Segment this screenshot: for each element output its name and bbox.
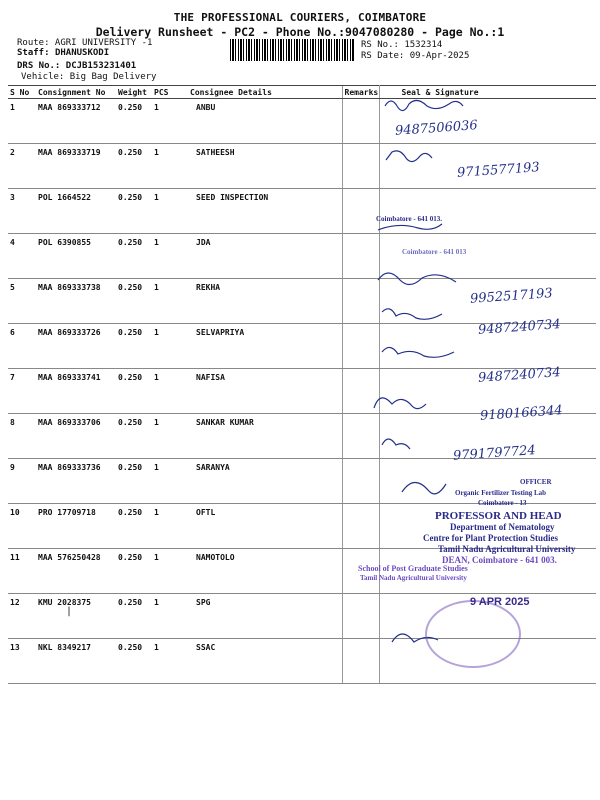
jda-stamp: Coimbatore - 641 013 xyxy=(402,248,467,256)
row-weight: 0.250 xyxy=(116,639,152,684)
row-sno: 8 xyxy=(8,414,36,459)
company-title: THE PROFESSIONAL COURIERS, COIMBATORE xyxy=(173,11,427,24)
row-pcs: 1 xyxy=(152,234,188,279)
row-weight: 0.250 xyxy=(116,459,152,504)
row-weight: 0.250 xyxy=(116,324,152,369)
row-weight: 0.250 xyxy=(116,504,152,549)
vehicle-line: Vehicle: Big Bag Delivery xyxy=(21,72,157,82)
row-consignee: JDA xyxy=(188,234,342,279)
col-weight: Weight xyxy=(116,86,152,99)
row-pcs: 1 xyxy=(152,639,188,684)
row-pcs: 1 xyxy=(152,459,188,504)
row-consignment: NKL 8349217 xyxy=(36,639,116,684)
drs-value: DCJB153231401 xyxy=(65,61,137,71)
row-consignment: MAA 869333736 xyxy=(36,459,116,504)
row-consignment: KMU 2028375 xyxy=(36,594,116,639)
row-consignee: SANKAR KUMAR xyxy=(188,414,342,459)
row-weight: 0.250 xyxy=(116,369,152,414)
row-weight: 0.250 xyxy=(116,144,152,189)
row-consignment: MAA 869333726 xyxy=(36,324,116,369)
row-sno: 4 xyxy=(8,234,36,279)
university-stamp: Tamil Nadu Agricultural University xyxy=(438,544,576,554)
row-weight: 0.250 xyxy=(116,234,152,279)
handwritten-phone: 9487506036 xyxy=(394,118,479,139)
row-weight: 0.250 xyxy=(116,99,152,144)
row-sno: 1 xyxy=(8,99,36,144)
row-consignee: SPG xyxy=(188,594,342,639)
col-pcs: PCS xyxy=(152,86,188,99)
row-sno: 7 xyxy=(8,369,36,414)
row-pcs: 1 xyxy=(152,369,188,414)
drs-label: DRS No.: xyxy=(17,61,61,71)
seed-office-stamp: Coimbatore - 641 013. xyxy=(376,215,442,223)
row-consignment: MAA 869333706 xyxy=(36,414,116,459)
handwritten-phone: 9791797724 xyxy=(452,443,537,464)
row-sno: 9 xyxy=(8,459,36,504)
dept-stamp: Department of Nematology xyxy=(450,522,555,532)
row-pcs: 1 xyxy=(152,279,188,324)
row-consignment: PRO 17709718 xyxy=(36,504,116,549)
row-consignment: MAA 869333719 xyxy=(36,144,116,189)
row-13-tick-mark: | xyxy=(66,606,73,617)
row-weight: 0.250 xyxy=(116,279,152,324)
handwritten-phone: 9715577193 xyxy=(456,160,541,181)
staff-label: Staff: xyxy=(17,48,50,58)
route-line: Route: AGRI UNIVERSITY -1 xyxy=(17,38,153,48)
centre-stamp: Centre for Plant Protection Studies xyxy=(423,533,558,543)
row-sno: 11 xyxy=(8,549,36,594)
col-sno: S No xyxy=(8,86,36,99)
row-pcs: 1 xyxy=(152,594,188,639)
row-pcs: 1 xyxy=(152,189,188,234)
col-remarks: Remarks xyxy=(342,86,379,99)
row-weight: 0.250 xyxy=(116,594,152,639)
row-consignment: POL 6390855 xyxy=(36,234,116,279)
row-pcs: 1 xyxy=(152,99,188,144)
row-pcs: 1 xyxy=(152,549,188,594)
row-sno: 12 xyxy=(8,594,36,639)
col-consignment: Consignment No xyxy=(36,86,116,99)
date-seal xyxy=(425,600,521,668)
runsheet-title: Delivery Runsheet - PC2 - Phone No.:9047080280 - Page No.:1 xyxy=(95,25,505,39)
handwritten-phone: 9952517193 xyxy=(469,286,554,307)
row-sno: 3 xyxy=(8,189,36,234)
handwritten-phone: 9180166344 xyxy=(479,403,564,424)
lab-stamp: Organic Fertilizer Testing Lab xyxy=(455,489,547,497)
row-sno: 5 xyxy=(8,279,36,324)
row-pcs: 1 xyxy=(152,414,188,459)
school-stamp: School of Post Graduate Studies xyxy=(358,564,468,573)
handwritten-phone: 9487240734 xyxy=(477,317,562,338)
row-consignee: ANBU xyxy=(188,99,342,144)
row-consignee: REKHA xyxy=(188,279,342,324)
row-consignment: MAA 576250428 xyxy=(36,549,116,594)
row-consignee: NAMOTOLO xyxy=(188,549,342,594)
date-seal-text: 9 APR 2025 xyxy=(470,596,530,608)
row-pcs: 1 xyxy=(152,504,188,549)
row-consignment: MAA 869333712 xyxy=(36,99,116,144)
lab-city-stamp: Coimbatore - 13 xyxy=(478,499,527,507)
row-consignment: MAA 869333741 xyxy=(36,369,116,414)
row-weight: 0.250 xyxy=(116,414,152,459)
row-weight: 0.250 xyxy=(116,189,152,234)
officer-stamp: OFFICER xyxy=(520,478,552,486)
row-consignee: SATHEESH xyxy=(188,144,342,189)
rs-number: RS No.: 1532314 xyxy=(361,40,443,50)
staff-value: DHANUSKODI xyxy=(54,48,110,58)
row-consignee: SEED INSPECTION xyxy=(188,189,342,234)
university-stamp-2: Tamil Nadu Agricultural University xyxy=(360,574,467,582)
row-consignment: MAA 869333738 xyxy=(36,279,116,324)
professor-stamp: PROFESSOR AND HEAD xyxy=(435,510,562,522)
row-weight: 0.250 xyxy=(116,549,152,594)
row-consignee: SELVAPRIYA xyxy=(188,324,342,369)
dean-stamp: DEAN, Coimbatore - 641 003. xyxy=(442,555,557,565)
row-consignment: POL 1664522 xyxy=(36,189,116,234)
row-sno: 10 xyxy=(8,504,36,549)
row-consignee: SSAC xyxy=(188,639,342,684)
row-consignee: SARANYA xyxy=(188,459,342,504)
row-pcs: 1 xyxy=(152,144,188,189)
col-seal-signature: Seal & Signature xyxy=(379,86,596,99)
row-consignee: NAFISA xyxy=(188,369,342,414)
col-consignee: Consignee Details xyxy=(188,86,342,99)
row-sno: 13 xyxy=(8,639,36,684)
row-pcs: 1 xyxy=(152,324,188,369)
rs-date: RS Date: 09-Apr-2025 xyxy=(361,51,470,61)
handwritten-phone: 9487240734 xyxy=(477,365,562,386)
row-sno: 6 xyxy=(8,324,36,369)
row-consignee: OFTL xyxy=(188,504,342,549)
row-sno: 2 xyxy=(8,144,36,189)
